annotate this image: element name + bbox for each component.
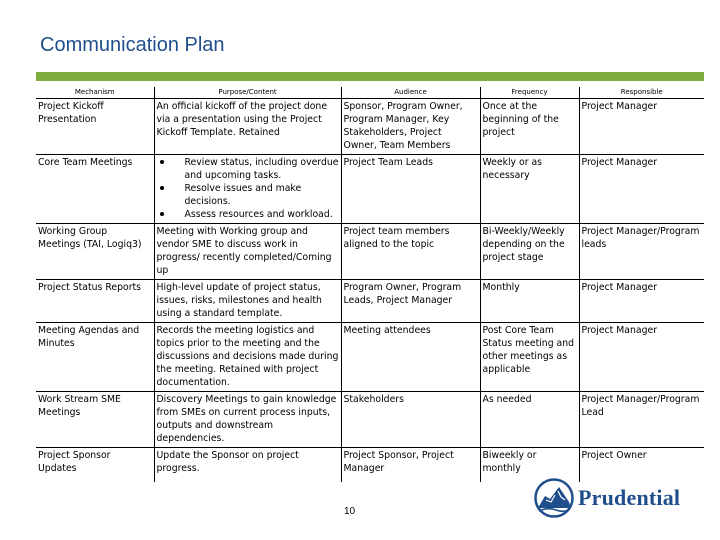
cell-purpose (154, 155, 341, 224)
table-header-row (36, 87, 704, 99)
cell-purpose: Records the meeting logistics and topics prior to the meeting and the discussions and decisions made during the meeting. Retained with project documentation. (154, 323, 341, 392)
cell-mechanism: Working Group Meetings (TAI, Logiq3) (36, 224, 154, 280)
logo-wordmark: Prudential (578, 485, 681, 510)
table-row (36, 224, 704, 280)
cell-frequency: Bi-Weekly/Weekly depending on the project stage (480, 224, 579, 280)
table-row (36, 280, 704, 323)
cell-audience: Stakeholders (341, 392, 480, 448)
table-row (36, 392, 704, 448)
cell-audience: Project team members aligned to the topic (341, 224, 480, 280)
cell-frequency: Weekly or as necessary (480, 155, 579, 224)
cell-responsible: Project Manager (579, 155, 704, 224)
communication-plan-table (36, 87, 704, 482)
cell-frequency: Monthly (480, 280, 579, 323)
cell-purpose: An official kickoff of the project done via a presentation using the Project Kickoff Template. Retained (154, 99, 341, 155)
cell-mechanism: Work Stream SME Meetings (36, 392, 154, 448)
header-purpose: Purpose/Content (154, 87, 341, 99)
cell-mechanism: Meeting Agendas and Minutes (36, 323, 154, 392)
cell-purpose: Update the Sponsor on project progress. (154, 448, 341, 482)
cell-mechanism: Project Status Reports (36, 280, 154, 323)
cell-audience: Meeting attendees (341, 323, 480, 392)
cell-frequency: Biweekly or monthly (480, 448, 579, 482)
cell-audience: Sponsor, Program Owner, Program Manager, Key Stakeholders, Project Owner, Team Members (341, 99, 480, 155)
bullet-item: Review status, including overdue and upcoming tasks. (157, 156, 339, 182)
header-frequency: Frequency (480, 87, 579, 99)
table-row (36, 448, 704, 482)
prudential-logo (534, 478, 704, 518)
page-title: Communication Plan (40, 34, 225, 56)
page-number: 10 (344, 506, 356, 517)
cell-responsible: Project Owner (579, 448, 704, 482)
cell-mechanism: Core Team Meetings (36, 155, 154, 224)
header-responsible: Responsible (579, 87, 704, 99)
cell-frequency: As needed (480, 392, 579, 448)
bullet-item: Assess resources and workload. (157, 208, 339, 221)
title-divider (36, 72, 704, 81)
cell-audience: Program Owner, Program Leads, Project Manager (341, 280, 480, 323)
cell-responsible: Project Manager/Program Lead (579, 392, 704, 448)
cell-mechanism: Project Sponsor Updates (38, 450, 111, 474)
cell-responsible: Project Manager (579, 99, 704, 155)
table-row (36, 323, 704, 392)
cell-mechanism: Project Kickoff Presentation (36, 99, 154, 155)
table-row (36, 99, 704, 155)
cell-purpose: High-level update of project status, issues, risks, milestones and health using a standard template. (154, 280, 341, 323)
cell-purpose: Discovery Meetings to gain knowledge from SMEs on current process inputs, outputs and downstream dependencies. (154, 392, 341, 448)
header-mechanism: Mechanism (36, 87, 154, 99)
cell-purpose: Meeting with Working group and vendor SME to discuss work in progress/ recently completed/Coming up (154, 224, 341, 280)
rock-of-gibraltar-icon (534, 478, 574, 518)
header-audience: Audience (341, 87, 480, 99)
cell-frequency: Post Core Team Status meeting and other meetings as applicable (480, 323, 579, 392)
cell-audience: Project Team Leads (341, 155, 480, 224)
cell-responsible: Project Manager (579, 280, 704, 323)
table-row (36, 155, 704, 224)
bullet-item: Resolve issues and make decisions. (157, 182, 339, 208)
cell-responsible: Project Manager (579, 323, 704, 392)
cell-responsible: Project Manager/Program leads (579, 224, 704, 280)
cell-frequency: Once at the beginning of the project (480, 99, 579, 155)
cell-audience: Project Sponsor, Project Manager (341, 448, 480, 482)
purpose-bullet-list (157, 156, 339, 221)
